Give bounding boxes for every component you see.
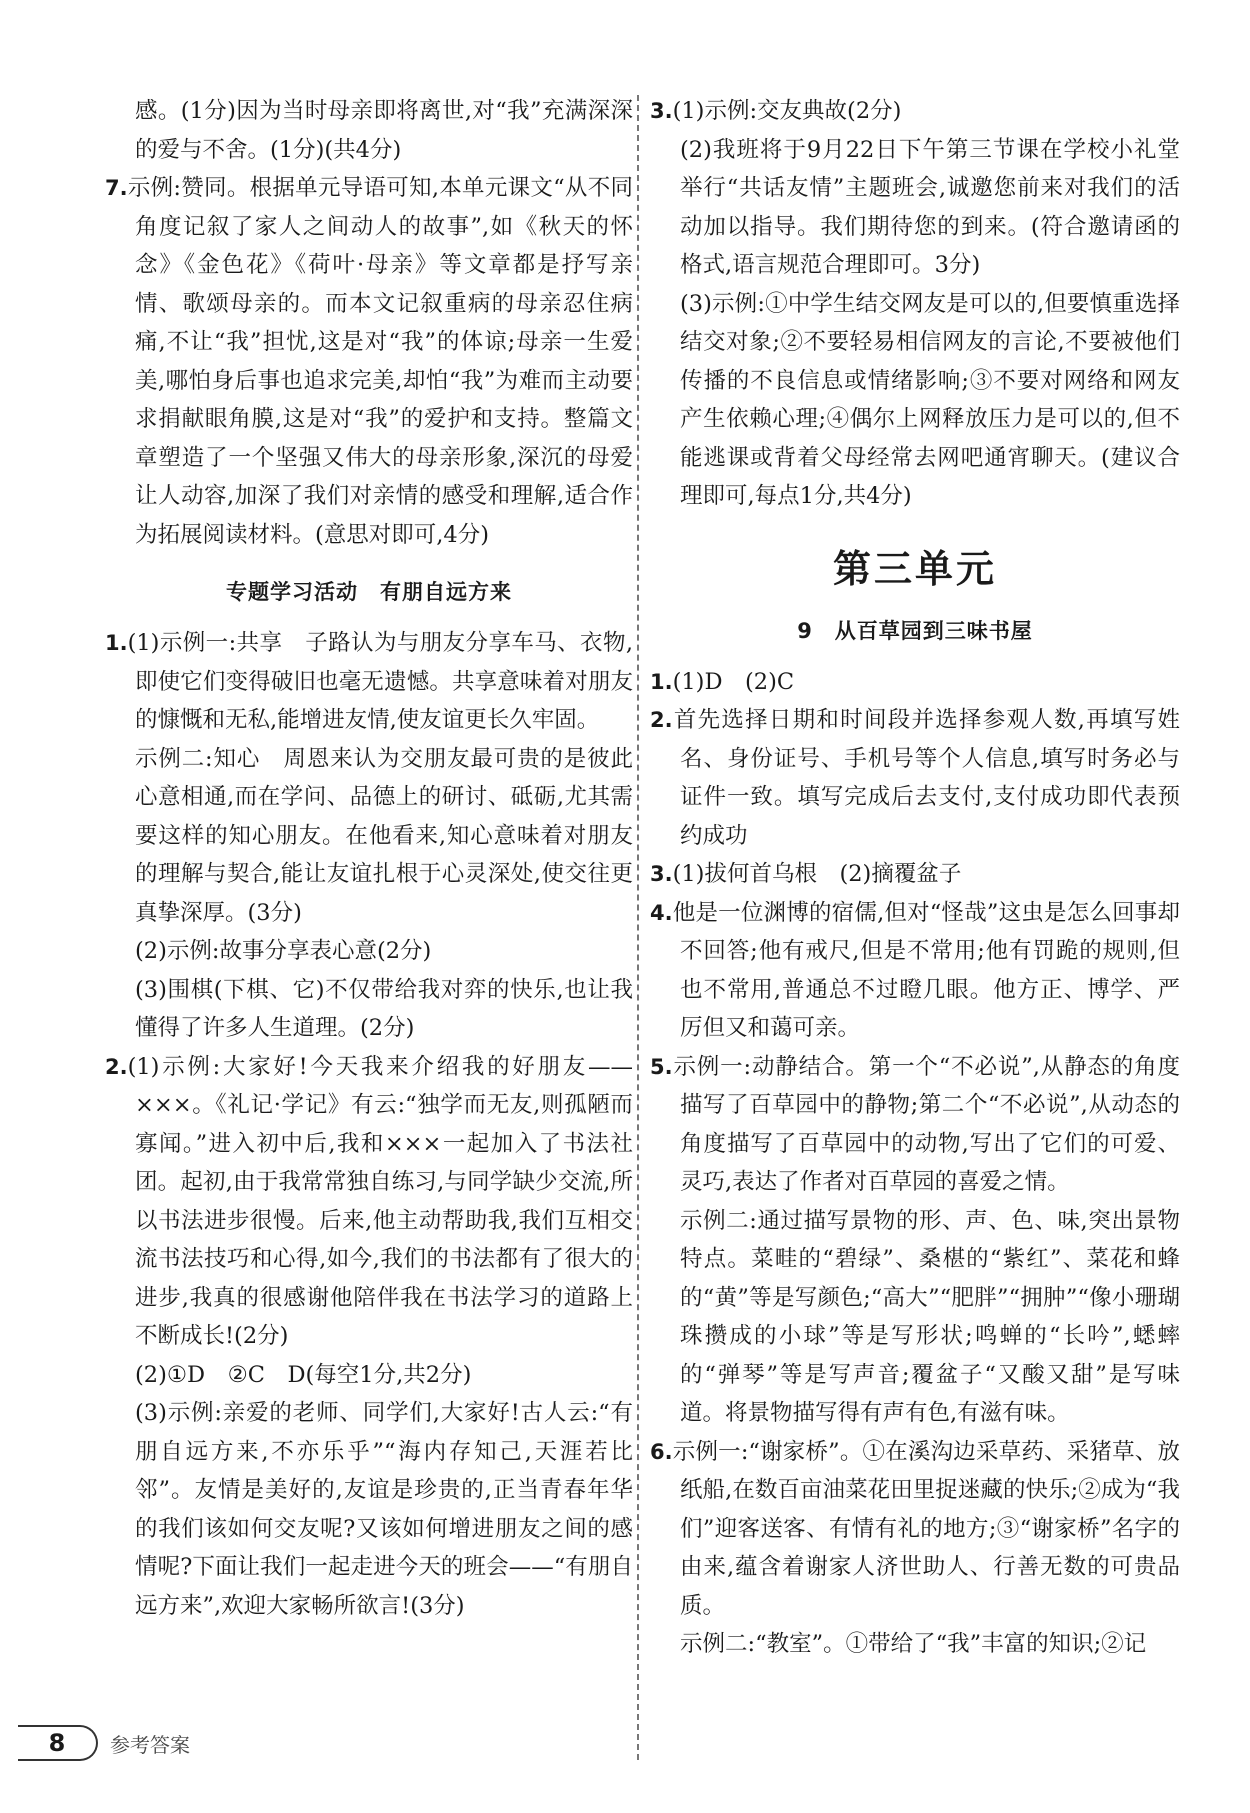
item-number: 6. bbox=[650, 1439, 673, 1464]
answer-paragraph: (2)①D ②C D(每空1分,共2分) bbox=[135, 1361, 472, 1388]
answer-item bbox=[650, 894, 1180, 1048]
item-number: 2. bbox=[105, 1054, 128, 1079]
answer-item bbox=[105, 1048, 633, 1356]
item-text: (1)示例:交友典故(2分) bbox=[672, 98, 902, 124]
section-heading: 9 从百草园到三味书屋 bbox=[797, 618, 1033, 643]
answer-item bbox=[650, 1048, 1180, 1202]
answer-item bbox=[650, 663, 1180, 702]
item-number: 1. bbox=[105, 631, 128, 655]
answer-paragraph: (3)围棋(下棋、它)不仅带给我对弈的快乐,也让我懂得了许多人生道理。(2分) bbox=[135, 976, 633, 1041]
page-footer bbox=[18, 1725, 190, 1761]
item-number: 3. bbox=[650, 862, 673, 886]
item-text: 首先选择日期和时间段并选择参观人数,再填写姓名、身份证号、手机号等个人信息,填写时务必与证件一致。填写完成后去支付,支付成功即代表预约成功 bbox=[672, 707, 1180, 849]
answer-item bbox=[650, 1433, 1180, 1626]
answer-item bbox=[650, 92, 1180, 131]
answer-paragraph: (2)我班将于9月22日下午第三节课在学校小礼堂举行“共话友情”主题班会,诚邀您前来对我们的活动加以指导。我们期待您的到来。(符合邀请函的格式,语言规范合理即可。3分) bbox=[680, 136, 1180, 278]
left-column bbox=[105, 92, 633, 1625]
answer-paragraph: 示例二:通过描写景物的形、声、色、味,突出景物特点。菜畦的“碧绿”、桑椹的“紫红”、菜花和蜂的“黄”等是写颜色;“高大”“肥胖”“拥肿”“像小珊瑚珠攒成的小球”等是写形状;鸣蝉的“长吟”,蟋蟀的“弹琴”等是写声音;覆盆子“又酸又甜”是写味道。将景物描写得有声有色,有滋有味。 bbox=[680, 1207, 1180, 1426]
item-number: 5. bbox=[650, 1054, 673, 1079]
answer-item bbox=[105, 169, 633, 554]
unit-heading: 第三单元 bbox=[832, 546, 997, 591]
item-number: 4. bbox=[650, 900, 673, 925]
item-text: (1)示例:大家好!今天我来介绍我的好朋友——×××。《礼记·学记》有云:“独学而无友,则孤陋而寡闻。”进入初中后,我和×××一起加入了书法社团。起初,由于我常常独自练习,与同学缺少交流,所以书法进步很慢。后来,他主动帮助我,我们互相交流书法技巧和心得,如今,我们的书法都有了很大的进步,我真的很感谢他陪伴我在书法学习的道路上不断成长!(2分) bbox=[127, 1053, 633, 1349]
answer-item bbox=[650, 855, 1180, 894]
answer-item bbox=[650, 701, 1180, 855]
answer-paragraph: 示例二:“教室”。①带给了“我”丰富的知识;②记 bbox=[680, 1631, 1147, 1657]
item-number: 7. bbox=[105, 176, 128, 200]
item-number: 1. bbox=[650, 669, 673, 694]
item-text: 他是一位渊博的宿儒,但对“怪哉”这虫是怎么回事却不回答;他有戒尺,但是不常用;他有罚跪的规则,但也不常用,普通总不过瞪几眼。他方正、博学、严厉但又和蔼可亲。 bbox=[672, 899, 1180, 1041]
answer-paragraph: (2)示例:故事分享表心意(2分) bbox=[135, 938, 432, 964]
right-column bbox=[650, 92, 1180, 1664]
column-divider bbox=[637, 95, 639, 1760]
section-heading: 专题学习活动 有朋自远方来 bbox=[226, 580, 512, 604]
answer-paragraph: (3)示例:亲爱的老师、同学们,大家好!古人云:“有朋自远方来,不亦乐乎”“海内存知己,天涯若比邻”。友情是美好的,友谊是珍贵的,正当青春年华的我们该如何交友呢?又该如何增进朋友之间的感情呢?下面让我们一起走进今天的班会——“有朋自远方来”,欢迎大家畅所欲言!(3分) bbox=[135, 1400, 633, 1619]
answer-item bbox=[105, 624, 633, 740]
footer-label: 参考答案 bbox=[110, 1732, 190, 1757]
item-text: (1)拔何首乌根 (2)摘覆盆子 bbox=[672, 861, 962, 887]
answer-paragraph: (3)示例:①中学生结交网友是可以的,但要慎重选择结交对象;②不要轻易相信网友的言论,不要被他们传播的不良信息或情绪影响;③不要对网络和网友产生依赖心理;④偶尔上网释放压力是可以的,但不能逃课或背着父母经常去网吧通宵聊天。(建议合理即可,每点1分,共4分) bbox=[680, 290, 1180, 509]
item-text: (1)D (2)C bbox=[672, 668, 795, 695]
item-text: (1)示例一:共享 子路认为与朋友分享车马、衣物,即使它们变得破旧也毫无遗憾。共享意味着对朋友的慷慨和无私,能增进友情,使友谊更长久牢固。 bbox=[127, 630, 633, 733]
item-text: 示例:赞同。根据单元导语可知,本单元课文“从不同角度记叙了家人之间动人的故事”,如《秋天的怀念》《金色花》《荷叶·母亲》等文章都是抒写亲情、歌颂母亲的。而本文记叙重病的母亲忍住病痛,不让“我”担忧,这是对“我”的体谅;母亲一生爱美,哪怕身后事也追求完美,却怕“我”为难而主动要求捐献眼角膜,这是对“我”的爱护和支持。整篇文章塑造了一个坚强又伟大的母亲形象,深沉的母爱让人动容,加深了我们对亲情的感受和理解,适合作为拓展阅读材料。(意思对即可,4分) bbox=[127, 175, 633, 548]
item-text: 示例一:动静结合。第一个“不必说”,从静态的角度描写了百草园中的静物;第二个“不必说”,从动态的角度描写了百草园中的动物,写出了它们的可爱、灵巧,表达了作者对百草园的喜爱之情。 bbox=[672, 1053, 1180, 1195]
item-text: 示例一:“谢家桥”。①在溪沟边采草药、采猪草、放纸船,在数百亩油菜花田里捉迷藏的快乐;②成为“我们”迎客送客、有情有礼的地方;③“谢家桥”名字的由来,蕴含着谢家人济世助人、行善无数的可贵品质。 bbox=[672, 1438, 1180, 1619]
item-number: 2. bbox=[650, 708, 673, 732]
answer-paragraph: 感。(1分)因为当时母亲即将离世,对“我”充满深深的爱与不舍。(1分)(共4分) bbox=[135, 98, 633, 163]
page-number: 8 bbox=[18, 1725, 98, 1761]
answer-paragraph: 示例二:知心 周恩来认为交朋友最可贵的是彼此心意相通,而在学问、品德上的研讨、砥砺,尤其需要这样的知心朋友。在他看来,知心意味着对朋友的理解与契合,能让友谊扎根于心灵深处,使交往更真挚深厚。(3分) bbox=[135, 745, 633, 926]
item-number: 3. bbox=[650, 99, 673, 123]
